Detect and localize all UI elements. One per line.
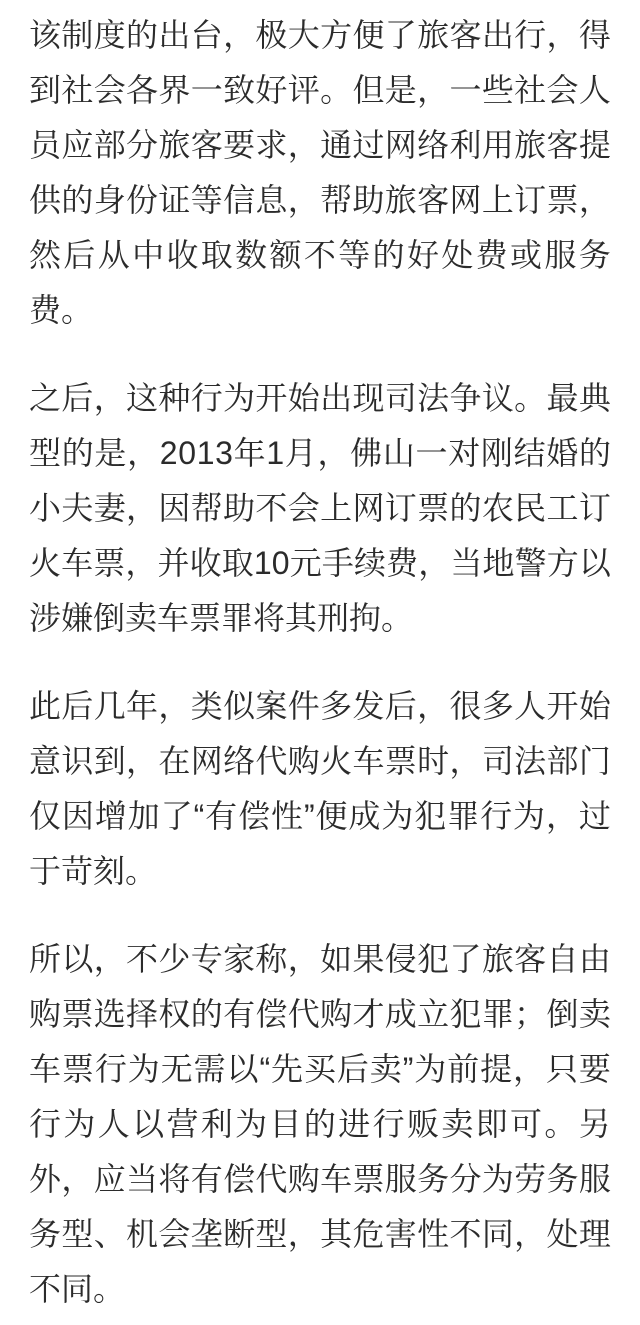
text-line: 外 ， 应 当 将 有 偿 代 购 车 票 服 务 分 为 劳 务 服 [29,1161,611,1197]
text-line: 行 为 人 以 营 利 为 目 的 进 行 贩 卖 即 可 。 另 [29,1106,611,1142]
text-line: 务 型 、 机 会 垄 断 型 ， 其 危 害 性 不 同 ， 处 理 [29,1216,611,1252]
text-line: 该 制 度 的 出 台 ， 极 大 方 便 了 旅 客 出 行 ， 得 [29,17,611,53]
text-line: 车 票 行 为 无 需 以 “ 先 买 后 卖 ” 为 前 提 ， 只 要 [29,1051,611,1087]
text-line: 火 车 票 ， 并 收 取 1 0 元 手 续 费 ， 当 地 警 方 以 [29,545,611,581]
text-line: 于苛刻。 [29,853,158,889]
text-line: 到 社 会 各 界 一 致 好 评 。 但 是 ， 一 些 社 会 人 [29,72,611,108]
text-line: 费。 [29,292,94,328]
text-line: 此 后 几 年 ， 类 似 案 件 多 发 后 ， 很 多 人 开 始 [29,688,611,724]
paragraph [29,932,611,1317]
text-line: 型 的 是 ， 2 0 1 3 年 1 月 ， 佛 山 一 对 刚 结 婚 的 [29,435,611,471]
text-line: 仅 因 增 加 了 “ 有 偿 性 ” 便 成 为 犯 罪 行 为 ， 过 [29,798,611,834]
text-line: 小 夫 妻 ， 因 帮 助 不 会 上 网 订 票 的 农 民 工 订 [29,490,611,526]
text-line: 意 识 到 ， 在 网 络 代 购 火 车 票 时 ， 司 法 部 门 [29,743,611,779]
paragraph [29,8,611,338]
paragraph [29,371,611,646]
paragraph [29,679,611,899]
text-line: 员 应 部 分 旅 客 要 求 ， 通 过 网 络 利 用 旅 客 提 [29,127,611,163]
text-line: 之 后 ， 这 种 行 为 开 始 出 现 司 法 争 议 。 最 典 [29,380,611,416]
text-line: 然 后 从 中 收 取 数 额 不 等 的 好 处 费 或 服 务 [29,237,611,273]
text-line: 涉嫌倒卖车票罪将其刑拘。 [29,600,414,636]
text-line: 购 票 选 择 权 的 有 偿 代 购 才 成 立 犯 罪 ； 倒 卖 [29,996,611,1032]
article-body [29,8,611,1317]
text-line: 不同。 [29,1271,126,1307]
text-line: 供 的 身 份 证 等 信 息 ， 帮 助 旅 客 网 上 订 票 ， [29,182,611,218]
text-line: 所 以 ， 不 少 专 家 称 ， 如 果 侵 犯 了 旅 客 自 由 [29,941,611,977]
